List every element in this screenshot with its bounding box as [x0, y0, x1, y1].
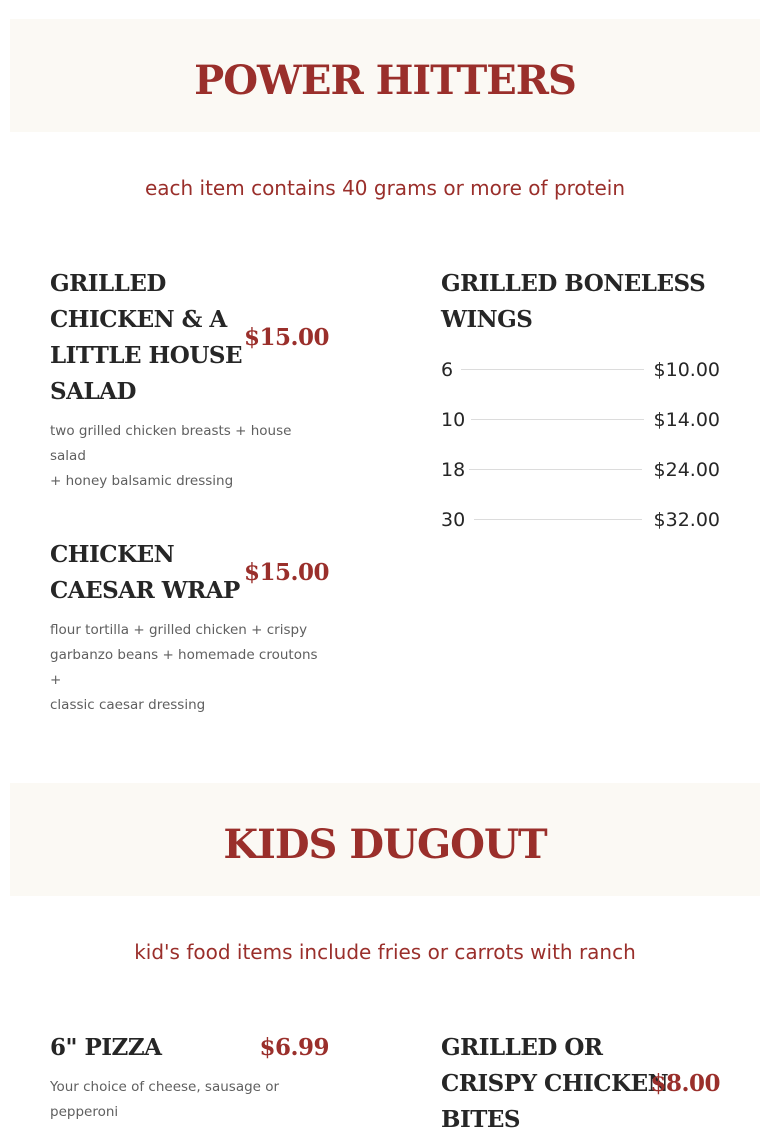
- wings-quantity: 10: [441, 409, 466, 431]
- menu-item-price: $8.00: [650, 1070, 720, 1097]
- wings-option-row: [441, 457, 720, 483]
- section-title: KIDS DUGOUT: [223, 821, 547, 868]
- wings-quantity: 18: [441, 459, 466, 481]
- section-header-band: [10, 783, 760, 896]
- section-title: POWER HITTERS: [194, 57, 576, 104]
- leader-line: [469, 469, 642, 470]
- wings-option-row: [441, 507, 720, 533]
- menu-item-chicken-bites: [441, 1030, 720, 1128]
- wings-option-row: [441, 407, 720, 433]
- section-subtitle: each item contains 40 grams or more of protein: [144, 176, 626, 200]
- section-header-band: [10, 19, 760, 132]
- wings-price: $32.00: [653, 509, 720, 531]
- section-subtitle: kid's food items include fries or carrots with ranch: [134, 940, 636, 964]
- wings-price: $24.00: [653, 459, 720, 481]
- menu-item-title: GRILLED CHICKEN & A LITTLE HOUSE SALAD: [50, 270, 243, 405]
- wings-price: $14.00: [653, 409, 720, 431]
- menu-item-grilled-boneless-wings: [441, 266, 720, 338]
- menu-item-price: $15.00: [243, 559, 329, 586]
- menu-item-chicken-caesar-wrap: [50, 537, 329, 713]
- menu-item-title: GRILLED BONELESS WINGS: [441, 270, 706, 333]
- leader-line: [461, 369, 644, 370]
- wings-quantity: 30: [441, 509, 466, 531]
- menu-item-description: Your choice of cheese, sausage or pepperoni: [50, 1079, 280, 1120]
- menu-item-description: flour tortilla + grilled chicken + crispy garbanzo beans + homemade croutons + classic caesar dressing: [50, 622, 318, 713]
- menu-item-price: $15.00: [243, 324, 329, 351]
- leader-line: [474, 519, 642, 520]
- menu-item-6-inch-pizza: [50, 1030, 329, 1128]
- menu-item-description: two grilled chicken breasts + house salad + honey balsamic dressing: [50, 423, 292, 489]
- menu-item-price: $6.99: [259, 1034, 329, 1061]
- menu-item-title: 6" PIZZA: [50, 1034, 162, 1061]
- wings-price: $10.00: [653, 359, 720, 381]
- wings-quantity: 6: [441, 359, 454, 381]
- wings-option-row: [441, 357, 720, 383]
- menu-item-grilled-chicken-salad: [50, 266, 329, 489]
- menu-item-title: CHICKEN CAESAR WRAP: [50, 541, 240, 604]
- menu-item-title: GRILLED OR CRISPY CHICKEN BITES: [441, 1034, 669, 1128]
- leader-line: [471, 419, 644, 420]
